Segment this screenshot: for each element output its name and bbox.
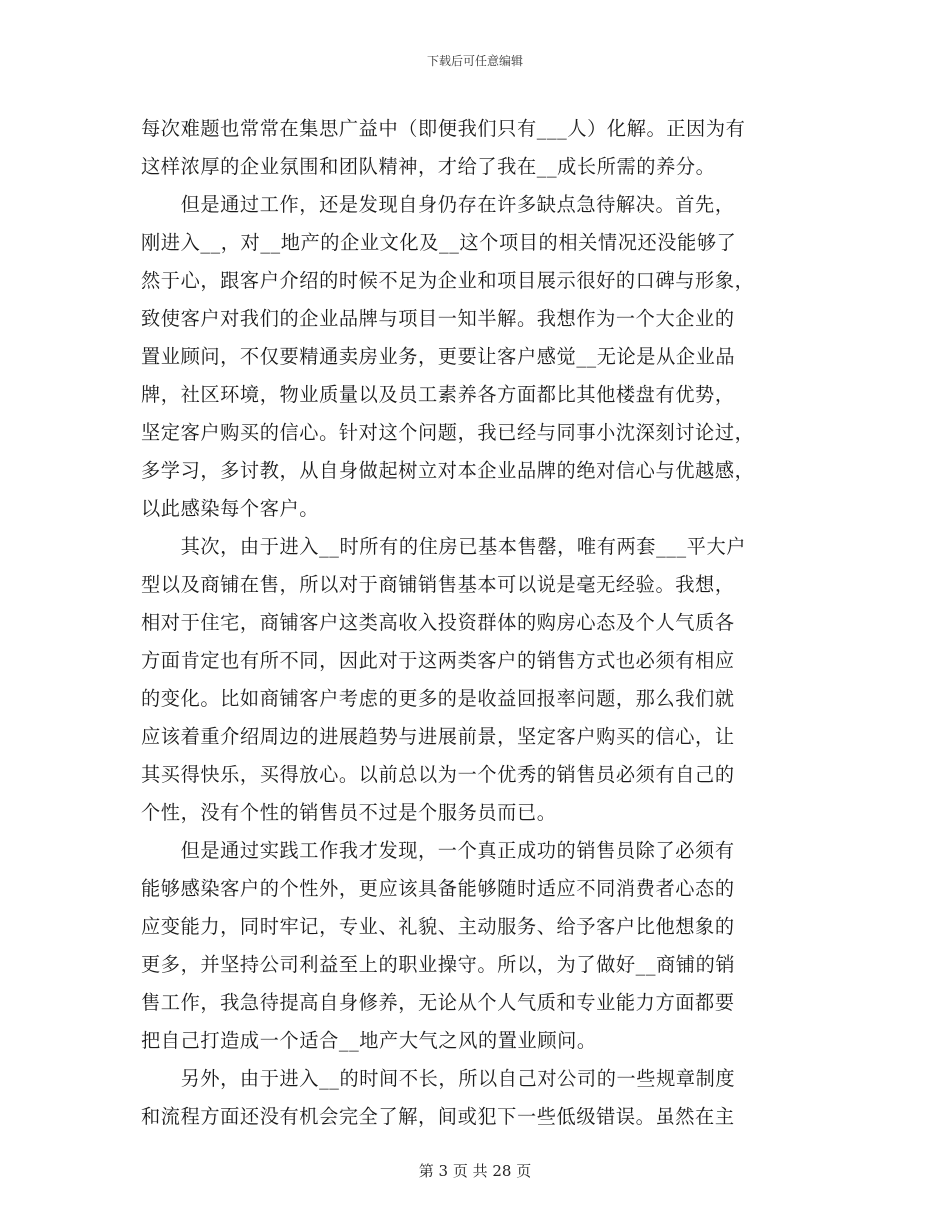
text-line: 但是通过实践工作我才发现，一个真正成功的销售员除了必须有 <box>141 839 735 862</box>
text-line: 每次难题也常常在集思广益中（即便我们只有___人）化解。正因为有 <box>141 117 746 140</box>
text-line: 的变化。比如商铺客户考虑的更多的是收益回报率问题，那么我们就 <box>141 687 735 710</box>
text-line: 致使客户对我们的企业品牌与项目一知半解。我想作为一个大企业的 <box>141 307 735 330</box>
text-line: 方面肯定也有所不同，因此对于这两类客户的销售方式也必须有相应 <box>141 649 735 672</box>
text-line: 但是通过工作，还是发现自身仍存在许多缺点急待解决。首先， <box>141 193 735 216</box>
text-line: 型以及商铺在售，所以对于商铺销售基本可以说是毫无经验。我想， <box>141 573 735 596</box>
text-line: 以此感染每个客户。 <box>141 497 320 520</box>
text-line: 把自己打造成一个适合__地产大气之风的置业顾问。 <box>141 1029 597 1052</box>
text-line: 应该着重介绍周边的进展趋势与进展前景，坚定客户购买的信心，让 <box>141 725 735 748</box>
text-line: 置业顾问，不仅要精通卖房业务，更要让客户感觉__无论是从企业品 <box>141 345 736 368</box>
text-line: 另外，由于进入__的时间不长，所以自己对公司的一些规章制度 <box>141 1067 736 1090</box>
text-line: 售工作，我急待提高自身修养，无论从个人气质和专业能力方面都要 <box>141 991 735 1014</box>
page-footer: 第 3 页 共 28 页 <box>418 1162 532 1180</box>
text-line: 和流程方面还没有机会完全了解，间或犯下一些低级错误。虽然在主 <box>141 1105 735 1128</box>
text-line: 然于心，跟客户介绍的时候不足为企业和项目展示很好的口碑与形象， <box>141 269 755 292</box>
page-header: 下载后可任意编辑 <box>426 54 523 68</box>
text-line: 牌，社区环境，物业质量以及员工素养各方面都比其他楼盘有优势， <box>141 383 735 406</box>
text-line: 更多，并坚持公司利益至上的职业操守。所以，为了做好__商铺的销 <box>141 953 736 976</box>
text-line: 多学习，多讨教，从自身做起树立对本企业品牌的绝对信心与优越感， <box>141 459 755 482</box>
text-line: 这样浓厚的企业氛围和团队精神，才给了我在__成长所需的养分。 <box>141 155 716 178</box>
text-line: 坚定客户购买的信心。针对这个问题，我已经与同事小沈深刻讨论过， <box>141 421 755 444</box>
text-line: 能够感染客户的个性外，更应该具备能够随时适应不同消费者心态的 <box>141 877 735 900</box>
text-line: 其次，由于进入__时所有的住房已基本售罄，唯有两套___平大户 <box>141 535 747 558</box>
text-line: 刚进入__，对__地产的企业文化及__这个项目的相关情况还没能够了 <box>141 231 737 254</box>
text-line: 相对于住宅，商铺客户这类高收入投资群体的购房心态及个人气质各 <box>141 611 735 634</box>
text-line: 应变能力，同时牢记，专业、礼貌、主动服务、给予客户比他想象的 <box>141 915 735 938</box>
document-body <box>141 110 806 1136</box>
text-line: 个性，没有个性的销售员不过是个服务员而已。 <box>141 801 557 824</box>
text-line: 其买得快乐，买得放心。以前总以为一个优秀的销售员必须有自己的 <box>141 763 735 786</box>
